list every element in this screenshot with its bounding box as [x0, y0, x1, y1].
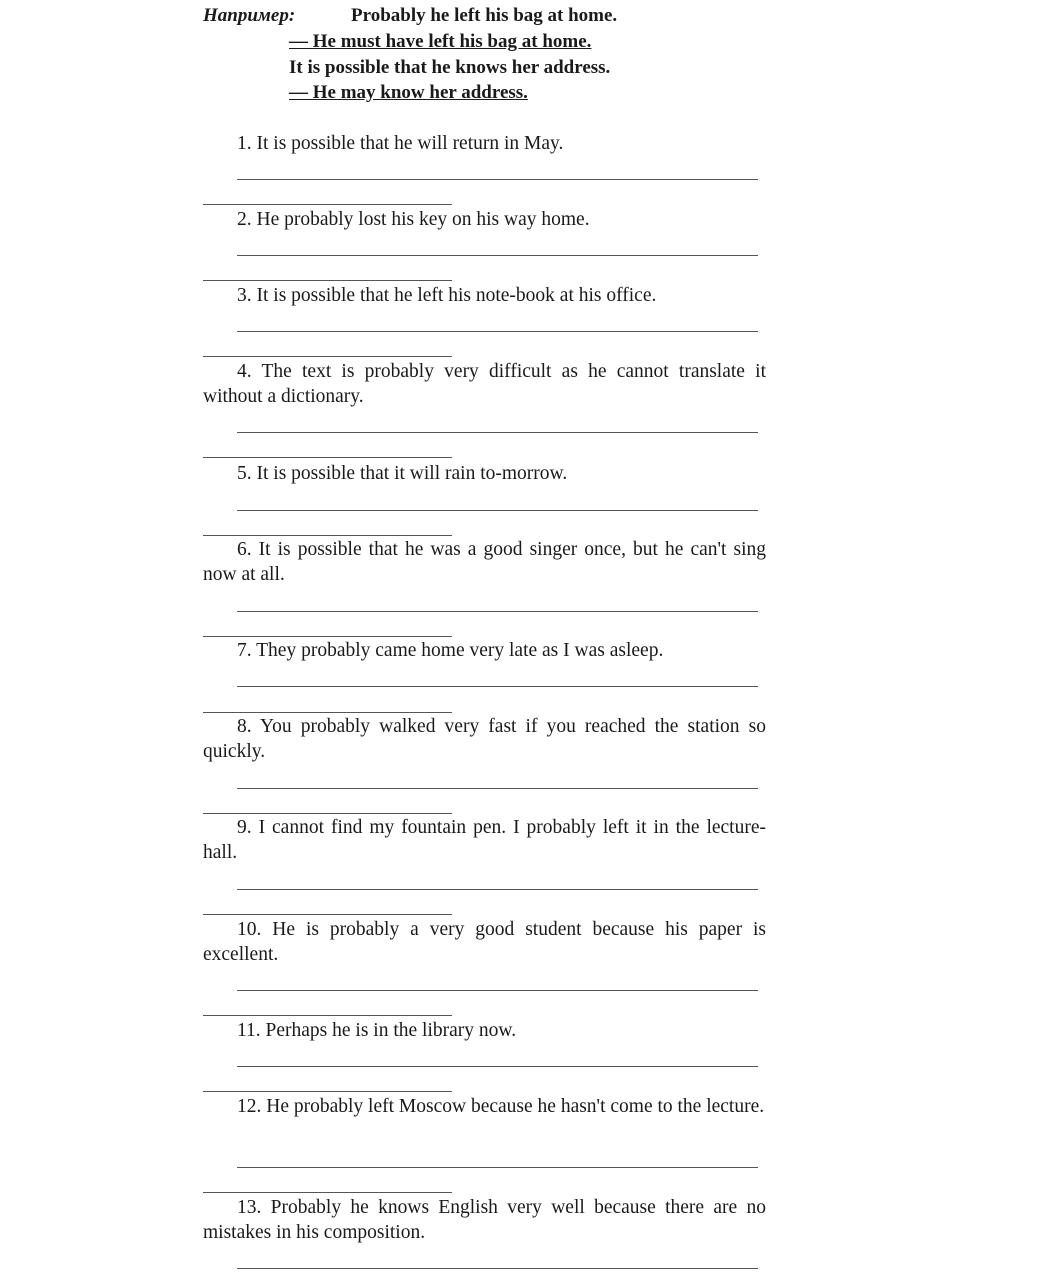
- answer-line-8b[interactable]: [203, 813, 452, 814]
- exercise-item-12: 12. He probably left Moscow because he hasn't come to the lecture.: [237, 1096, 765, 1117]
- answer-line-2b[interactable]: [203, 280, 452, 281]
- answer-line-4b[interactable]: [203, 457, 452, 458]
- answer-line-8a[interactable]: [237, 788, 758, 789]
- example-answer-2: — He may know her address.: [289, 82, 528, 103]
- answer-line-5b[interactable]: [203, 535, 452, 536]
- example-label: Например:: [203, 5, 296, 26]
- answer-line-6a[interactable]: [237, 611, 758, 612]
- answer-line-9a[interactable]: [237, 889, 758, 890]
- answer-line-10b[interactable]: [203, 1015, 452, 1016]
- exercise-item-13: 13. Probably he knows English very well because there are no mistakes in his composition.: [203, 1197, 766, 1243]
- answer-line-7a[interactable]: [237, 686, 758, 687]
- exercise-item-6: 6. It is possible that he was a good singer once, but he can't sing now at all.: [203, 539, 766, 585]
- answer-line-9b[interactable]: [203, 914, 452, 915]
- exercise-item-5: 5. It is possible that it will rain to-morrow.: [237, 463, 568, 484]
- answer-line-1a[interactable]: [237, 179, 758, 180]
- exercise-item-8: 8. You probably walked very fast if you reached the station so quickly.: [203, 716, 766, 762]
- answer-line-5a[interactable]: [237, 510, 758, 511]
- answer-line-3b[interactable]: [203, 356, 452, 357]
- exercise-item-9: 9. I cannot find my fountain pen. I probably left it in the lecture-hall.: [203, 817, 766, 863]
- answer-line-1b[interactable]: [203, 204, 452, 205]
- exercise-item-4: 4. The text is probably very difficult as he cannot translate it without a dictionary.: [203, 361, 766, 407]
- answer-line-2a[interactable]: [237, 255, 758, 256]
- answer-line-11b[interactable]: [203, 1091, 452, 1092]
- exercise-item-7: 7. They probably came home very late as I was asleep.: [237, 640, 664, 661]
- answer-line-7b[interactable]: [203, 712, 452, 713]
- answer-line-12a[interactable]: [237, 1167, 758, 1168]
- example-sentence-1: Probably he left his bag at home.: [351, 5, 618, 26]
- example-sentence-2: It is possible that he knows her address.: [289, 57, 611, 78]
- exercise-item-11: 11. Perhaps he is in the library now.: [237, 1020, 517, 1041]
- answer-line-12b[interactable]: [203, 1192, 452, 1193]
- answer-line-10a[interactable]: [237, 990, 758, 991]
- answer-line-4a[interactable]: [237, 432, 758, 433]
- exercise-item-3: 3. It is possible that he left his note-book at his office.: [237, 285, 657, 306]
- exercise-item-10: 10. He is probably a very good student because his paper is excellent.: [203, 919, 766, 965]
- example-answer-1: — He must have left his bag at home.: [289, 31, 592, 52]
- answer-line-3a[interactable]: [237, 331, 758, 332]
- exercise-item-1: 1. It is possible that he will return in May.: [237, 133, 564, 154]
- answer-line-11a[interactable]: [237, 1066, 758, 1067]
- exercise-item-2: 2. He probably lost his key on his way home.: [237, 209, 590, 230]
- answer-line-13a[interactable]: [237, 1268, 758, 1269]
- answer-line-6b[interactable]: [203, 636, 452, 637]
